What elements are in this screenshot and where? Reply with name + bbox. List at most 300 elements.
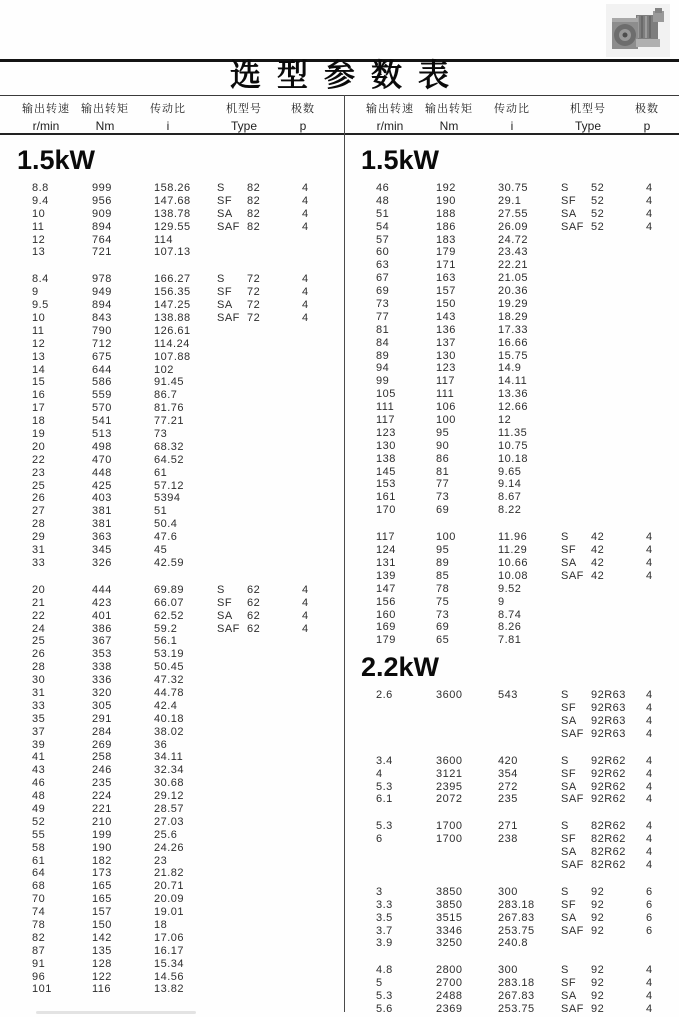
cell-torque: 78 [436,582,450,595]
cell-speed: 105 [376,388,396,401]
table-row [0,764,335,777]
cell-type-size: 72 [247,286,261,299]
table-row [344,259,679,272]
table-row [0,325,335,338]
cell-type-prefix: SA [561,990,577,1003]
cell-speed: 25 [32,479,46,492]
table-row [344,886,679,899]
table-row [0,777,335,790]
cell-torque: 3850 [436,885,463,898]
cell-ratio: 29.1 [498,194,522,207]
cell-torque: 100 [436,414,456,427]
table-row [344,755,679,768]
cell-torque: 336 [92,674,112,687]
row-group [344,755,679,807]
cell-type-size: 42 [591,544,605,557]
cell-speed: 29 [32,531,46,544]
cell-type-prefix: SA [217,207,233,220]
cell-type-size: 72 [247,273,261,286]
cell-type-prefix: S [217,273,225,286]
cell-ratio: 10.66 [498,556,529,569]
cell-torque: 3250 [436,937,463,950]
cell-ratio: 27.03 [154,815,185,828]
cell-type-prefix: SAF [561,569,584,582]
cell-type-prefix: SF [217,286,233,299]
cell-ratio: 9 [498,595,505,608]
cell-torque: 171 [436,259,456,272]
cell-torque: 644 [92,363,112,376]
header-unit: i [166,119,170,133]
cell-ratio: 300 [498,885,518,898]
table-row [344,285,679,298]
cell-speed: 54 [376,220,390,233]
cell-speed: 49 [32,802,46,815]
cell-ratio: 50.45 [154,661,185,674]
table-row [344,182,679,195]
cell-type-prefix: SF [561,702,577,715]
cell-type-size: 82R62 [591,833,626,846]
cell-speed: 138 [376,452,396,465]
cell-ratio: 7.81 [498,634,522,647]
cell-type-prefix: SF [561,977,577,990]
cell-type-prefix: SAF [561,1002,584,1015]
power-section-heading: 1.5kW [361,145,440,175]
cell-poles: 4 [646,767,653,780]
header-label: 传动比 [494,103,530,115]
cell-torque: 81 [436,465,450,478]
cell-ratio: 158.26 [154,182,191,194]
cell-type-prefix: SA [561,780,577,793]
cell-torque: 909 [92,207,112,220]
cell-speed: 82 [32,931,46,944]
cell-ratio: 17.33 [498,323,529,336]
cell-torque: 186 [436,220,456,233]
cell-ratio: 91.45 [154,376,185,389]
cell-type-prefix: SAF [561,924,584,937]
cell-type-prefix: SF [561,767,577,780]
cell-poles: 4 [646,1002,653,1015]
cell-speed: 31 [32,686,46,699]
cell-speed: 35 [32,712,46,725]
cell-speed: 8.4 [32,273,49,286]
cell-torque: 444 [92,583,112,596]
header-column [22,100,70,133]
cell-poles: 4 [302,596,309,609]
cell-type-size: 52 [591,220,605,233]
cell-type-size: 82 [247,220,261,233]
cell-type-prefix: SAF [217,622,240,635]
cell-ratio: 102 [154,363,174,376]
table-row [344,453,679,466]
cell-torque: 136 [436,323,456,336]
cell-ratio: 8.74 [498,608,522,621]
header-label: 输出转矩 [425,103,473,115]
cell-torque: 401 [92,609,112,622]
cell-torque: 345 [92,544,112,557]
cell-torque: 75 [436,595,450,608]
cell-ratio: 24.26 [154,841,185,854]
cell-speed: 15 [32,376,46,389]
cell-speed: 96 [32,970,46,983]
cell-ratio: 238 [498,833,518,846]
table-row [0,557,335,570]
table-row [0,376,335,389]
header-unit: Nm [439,119,459,133]
cell-ratio: 29.12 [154,790,185,803]
cell-ratio: 283.18 [498,977,535,990]
cell-torque: 291 [92,712,112,725]
cell-speed: 169 [376,621,396,634]
cell-torque: 95 [436,544,450,557]
cell-type-prefix: S [561,820,569,833]
cell-speed: 57 [376,233,390,246]
cell-poles: 4 [646,780,653,793]
cell-torque: 77 [436,478,450,491]
table-row [344,728,679,741]
header-label: 传动比 [150,103,186,115]
cell-speed: 21 [32,596,46,609]
cell-speed: 4.8 [376,964,393,977]
cell-torque: 586 [92,376,112,389]
table-row [0,492,335,505]
table-row [344,583,679,596]
cell-poles: 4 [646,220,653,233]
table-row [344,195,679,208]
cell-torque: 221 [92,802,112,815]
table-row [0,597,335,610]
cell-type-prefix: SAF [561,858,584,871]
cell-speed: 3.9 [376,937,393,950]
cell-type-size: 92R63 [591,689,626,702]
cell-ratio: 77.21 [154,415,185,428]
cell-ratio: 107.88 [154,350,191,363]
header-unit: p [299,119,307,133]
cell-type-prefix: S [217,182,225,194]
table-row [344,912,679,925]
cell-ratio: 156.35 [154,286,191,299]
cell-type-prefix: SA [561,846,577,859]
cell-type-size: 92 [591,911,605,924]
cell-speed: 11 [32,220,45,233]
cell-ratio: 26.09 [498,220,529,233]
cell-poles: 4 [646,833,653,846]
cell-ratio: 30.68 [154,777,185,790]
cell-torque: 999 [92,182,112,194]
row-group [0,273,335,569]
cell-speed: 3 [376,885,383,898]
cell-poles: 4 [646,754,653,767]
cell-ratio: 267.83 [498,990,535,1003]
cell-type-size: 52 [591,182,605,194]
table-row [0,751,335,764]
table-row [344,689,679,702]
cell-speed: 55 [32,828,46,841]
cell-ratio: 12 [498,414,512,427]
cell-speed: 124 [376,544,396,557]
cell-speed: 67 [376,272,390,285]
cell-torque: 3600 [436,754,463,767]
cell-speed: 12 [32,233,46,246]
cell-poles: 4 [646,977,653,990]
cell-ratio: 14.56 [154,970,185,983]
cell-torque: 403 [92,492,112,505]
cell-torque: 190 [92,841,112,854]
row-group [344,689,679,741]
cell-speed: 94 [376,362,390,375]
table-header-right [344,100,679,133]
cell-type-size: 82R62 [591,820,626,833]
cell-type-prefix: SA [561,714,577,727]
cell-torque: 2800 [436,964,463,977]
cell-torque: 246 [92,764,112,777]
cell-speed: 10 [32,312,46,325]
cell-speed: 179 [376,634,396,647]
header-unit: i [510,119,514,133]
table-row [344,208,679,221]
table-row [344,478,679,491]
table-row [344,531,679,544]
table-row [344,504,679,517]
cell-ratio: 20.36 [498,285,529,298]
table-row [344,621,679,634]
cell-type-size: 82R62 [591,846,626,859]
table-row [0,623,335,636]
table-row [0,273,335,286]
cell-speed: 3.7 [376,924,393,937]
cell-poles: 4 [302,182,309,194]
cell-type-size: 72 [247,299,261,312]
cell-speed: 74 [32,906,46,919]
cell-torque: 2488 [436,990,463,1003]
cell-speed: 48 [32,790,46,803]
cell-poles: 6 [646,924,653,937]
table-row [0,364,335,377]
cell-torque: 381 [92,518,112,531]
row-group [0,584,335,997]
cell-torque: 192 [436,182,456,194]
cell-ratio: 10.75 [498,439,529,452]
cell-type-prefix: SAF [561,727,584,740]
table-row [344,544,679,557]
cell-ratio: 272 [498,780,518,793]
cell-speed: 147 [376,582,396,595]
table-row [0,661,335,674]
cell-type-prefix: S [561,689,569,702]
cell-speed: 58 [32,841,46,854]
row-group [344,182,679,517]
header-label: 机型号 [226,103,262,115]
cell-type-size: 62 [247,609,261,622]
table-row [344,221,679,234]
cell-speed: 64 [32,867,46,880]
cell-ratio: 73 [154,428,168,441]
table-row [0,803,335,816]
header-unit: Type [574,119,601,133]
header-label: 输出转矩 [81,103,129,115]
cell-speed: 16 [32,389,46,402]
cell-speed: 28 [32,518,46,531]
scan-smudge [36,1011,196,1014]
cell-ratio: 16.17 [154,944,185,957]
cell-speed: 18 [32,415,46,428]
cell-speed: 5.3 [376,780,393,793]
cell-poles: 4 [646,689,653,702]
cell-ratio: 42.59 [154,556,185,569]
cell-speed: 14 [32,363,46,376]
cell-ratio: 17.06 [154,931,185,944]
cell-ratio: 16.66 [498,336,529,349]
table-row [344,715,679,728]
table-row [0,829,335,842]
table-row [0,842,335,855]
cell-speed: 170 [376,504,396,517]
cell-type-size: 92R63 [591,702,626,715]
cell-ratio: 47.6 [154,531,178,544]
header-column [494,100,530,133]
table-row [344,925,679,938]
cell-type-prefix: SF [561,194,577,207]
cell-ratio: 14.11 [498,375,528,388]
table-row [344,557,679,570]
table-row [344,350,679,363]
cell-poles: 4 [646,820,653,833]
header-column [570,100,606,133]
table-row [0,428,335,441]
table-row [344,990,679,1003]
table-row [0,958,335,971]
cell-speed: 27 [32,505,46,518]
cell-poles: 6 [646,898,653,911]
table-row [0,195,335,208]
cell-type-size: 42 [591,531,605,544]
cell-type-size: 92 [591,977,605,990]
cell-ratio: 15.75 [498,349,529,362]
cell-speed: 3.3 [376,898,393,911]
table-row [344,596,679,609]
cell-ratio: 61 [154,466,168,479]
cell-type-size: 62 [247,596,261,609]
cell-speed: 52 [32,815,46,828]
cell-speed: 46 [32,777,46,790]
cell-type-size: 92 [591,924,605,937]
cell-torque: 150 [92,918,112,931]
cell-torque: 470 [92,453,112,466]
cell-torque: 224 [92,790,112,803]
cell-speed: 13 [32,350,46,363]
table-row [0,855,335,868]
cell-ratio: 10.18 [498,452,529,465]
cell-ratio: 420 [498,754,518,767]
cell-speed: 111 [376,401,395,414]
cell-speed: 51 [376,207,390,220]
cell-torque: 116 [92,983,112,996]
header-label: 输出转速 [366,103,414,115]
cell-speed: 4 [376,767,383,780]
table-row [0,234,335,247]
cell-torque: 675 [92,350,112,363]
cell-type-size: 92R62 [591,780,626,793]
cell-speed: 41 [32,751,46,764]
cell-speed: 22 [32,453,46,466]
header-label: 极数 [291,103,315,115]
cell-ratio: 50.4 [154,518,178,531]
cell-type-size: 52 [591,194,605,207]
cell-speed: 17 [32,402,46,415]
cell-torque: 764 [92,233,112,246]
cell-speed: 5.3 [376,990,393,1003]
cell-ratio: 138.78 [154,207,191,220]
cell-ratio: 5394 [154,492,181,505]
cell-type-prefix: S [561,964,569,977]
cell-torque: 69 [436,504,450,517]
cell-ratio: 240.8 [498,937,529,950]
cell-ratio: 28.57 [154,802,185,815]
row-group [344,886,679,950]
cell-ratio: 11.29 [498,544,528,557]
cell-torque: 182 [92,854,112,867]
cell-type-size: 92R62 [591,767,626,780]
header-label: 机型号 [570,103,606,115]
cell-speed: 37 [32,725,46,738]
cell-ratio: 13.36 [498,388,529,401]
cell-torque: 338 [92,661,112,674]
row-group [344,964,679,1016]
cell-ratio: 30.75 [498,182,529,194]
cell-poles: 4 [646,964,653,977]
cell-ratio: 45 [154,544,168,557]
cell-ratio: 86.7 [154,389,178,402]
cell-torque: 89 [436,556,450,569]
table-row [0,674,335,687]
cell-speed: 26 [32,648,46,661]
cell-speed: 43 [32,764,46,777]
cell-ratio: 20.09 [154,893,185,906]
cell-speed: 139 [376,569,396,582]
cell-speed: 123 [376,426,396,439]
cell-poles: 4 [646,556,653,569]
cell-type-prefix: SF [561,544,577,557]
cell-speed: 69 [376,285,390,298]
cell-torque: 210 [92,815,112,828]
cell-torque: 143 [436,310,456,323]
cell-ratio: 147.68 [154,194,191,207]
table-row [0,893,335,906]
cell-type-prefix: S [217,583,225,596]
cell-speed: 117 [376,531,396,544]
cell-torque: 2369 [436,1002,463,1015]
header-rule [0,133,679,135]
header-column [366,100,414,133]
cell-torque: 90 [436,439,450,452]
cell-speed: 39 [32,738,46,751]
table-row [0,971,335,984]
cell-ratio: 9.52 [498,582,522,595]
cell-type-size: 92 [591,1002,605,1015]
cell-type-prefix: SA [561,911,577,924]
cell-type-prefix: SAF [561,220,584,233]
cell-torque: 1700 [436,820,463,833]
cell-torque: 956 [92,194,112,207]
cell-type-size: 82 [247,182,261,194]
header-label: 极数 [635,103,659,115]
cell-torque: 117 [436,375,456,388]
cell-type-size: 92R63 [591,714,626,727]
table-row [0,932,335,945]
cell-type-size: 62 [247,583,261,596]
header-column [291,100,315,133]
cell-speed: 33 [32,556,46,569]
cell-ratio: 166.27 [154,273,191,286]
